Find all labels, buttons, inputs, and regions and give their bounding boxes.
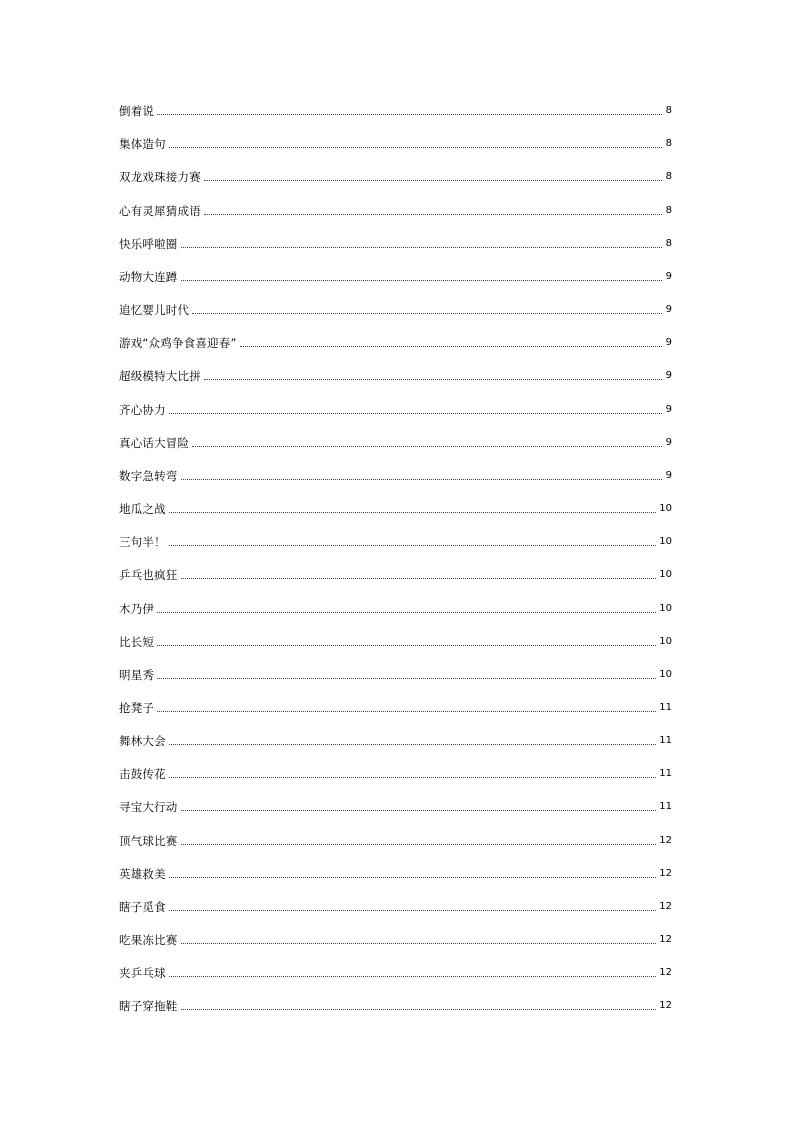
toc-entry[interactable] <box>119 464 672 497</box>
toc-entry-title: 英雄救美 <box>119 866 166 881</box>
toc-entry-page-number: 9 <box>665 304 672 316</box>
toc-entry[interactable] <box>119 663 672 696</box>
toc-entry-page-number: 8 <box>665 171 672 183</box>
toc-entry-page-number: 12 <box>659 867 672 879</box>
toc-entry-title: 明星秀 <box>119 667 155 682</box>
toc-entry-page-number: 10 <box>659 602 672 614</box>
toc-dot-leader <box>181 280 663 281</box>
toc-dot-leader <box>157 678 656 679</box>
toc-entry[interactable] <box>119 795 672 828</box>
toc-entry-title: 动物大连蹲 <box>119 269 178 284</box>
toc-dot-leader <box>192 313 662 314</box>
toc-entry-title: 游戏“众鸡争食喜迎春” <box>119 336 237 351</box>
toc-entry-title: 比长短 <box>119 634 155 649</box>
toc-entry-title: 快乐呼啦圈 <box>119 236 178 251</box>
toc-entry[interactable] <box>119 762 672 795</box>
toc-dot-leader <box>181 1009 657 1010</box>
toc-entry-title: 双龙戏珠接力赛 <box>119 170 201 185</box>
toc-entry-page-number: 12 <box>659 834 672 846</box>
toc-entry[interactable] <box>119 232 672 265</box>
toc-dot-leader <box>169 777 656 778</box>
toc-dot-leader <box>169 147 662 148</box>
toc-entry[interactable] <box>119 99 672 132</box>
toc-entry[interactable] <box>119 397 672 430</box>
toc-dot-leader <box>181 844 657 845</box>
toc-entry-page-number: 9 <box>665 337 672 349</box>
toc-dot-leader <box>157 114 662 115</box>
toc-dot-leader <box>169 512 656 513</box>
toc-entry[interactable] <box>119 961 672 994</box>
toc-entry-page-number: 12 <box>659 967 672 979</box>
toc-dot-leader <box>181 247 663 248</box>
toc-entry[interactable] <box>119 994 672 1027</box>
toc-entry-title: 地瓜之战 <box>119 502 166 517</box>
toc-dot-leader <box>169 545 656 546</box>
toc-dot-leader <box>181 479 663 480</box>
toc-dot-leader <box>157 612 656 613</box>
toc-entry-title: 追忆婴儿时代 <box>119 303 190 318</box>
toc-entry-page-number: 8 <box>665 237 672 249</box>
toc-entry-title: 夹乒乓球 <box>119 966 166 981</box>
toc-dot-leader <box>181 578 657 579</box>
toc-dot-leader <box>169 976 656 977</box>
toc-entry[interactable] <box>119 895 672 928</box>
toc-entry-title: 抢凳子 <box>119 700 155 715</box>
toc-entry-title: 真心话大冒险 <box>119 435 190 450</box>
toc-entry[interactable] <box>119 497 672 530</box>
toc-entry-page-number: 10 <box>659 668 672 680</box>
toc-dot-leader <box>157 711 656 712</box>
toc-entry-title: 瞎子觅食 <box>119 899 166 914</box>
toc-entry[interactable] <box>119 630 672 663</box>
toc-entry-page-number: 12 <box>659 1000 672 1012</box>
toc-entry-page-number: 9 <box>665 403 672 415</box>
toc-dot-leader <box>181 943 657 944</box>
toc-entry[interactable] <box>119 198 672 231</box>
toc-entry-page-number: 9 <box>665 370 672 382</box>
toc-entry-title: 集体造句 <box>119 137 166 152</box>
toc-entry-title: 木乃伊 <box>119 601 155 616</box>
toc-entry[interactable] <box>119 862 672 895</box>
toc-dot-leader <box>169 877 656 878</box>
toc-entry[interactable] <box>119 596 672 629</box>
toc-entry-page-number: 10 <box>659 536 672 548</box>
table-of-contents <box>119 99 672 1027</box>
toc-entry-title: 顶气球比赛 <box>119 833 178 848</box>
toc-entry-title: 寻宝大行动 <box>119 800 178 815</box>
toc-entry[interactable] <box>119 265 672 298</box>
toc-dot-leader <box>169 744 656 745</box>
toc-entry[interactable] <box>119 530 672 563</box>
toc-entry-page-number: 9 <box>665 469 672 481</box>
toc-entry-title: 三句半！ <box>119 535 166 550</box>
toc-dot-leader <box>192 446 662 447</box>
toc-entry[interactable] <box>119 132 672 165</box>
toc-entry[interactable] <box>119 364 672 397</box>
toc-entry-title: 数字急转弯 <box>119 468 178 483</box>
toc-dot-leader <box>204 214 662 215</box>
toc-dot-leader <box>204 180 662 181</box>
toc-dot-leader <box>169 413 662 414</box>
toc-entry-title: 超级模特大比拼 <box>119 369 201 384</box>
toc-entry-page-number: 8 <box>665 204 672 216</box>
toc-entry-title: 乒乓也疯狂 <box>119 568 178 583</box>
toc-entry-page-number: 10 <box>659 569 672 581</box>
toc-dot-leader <box>240 346 662 347</box>
toc-dot-leader <box>157 645 656 646</box>
toc-entry-page-number: 9 <box>665 270 672 282</box>
toc-entry[interactable] <box>119 928 672 961</box>
toc-entry-page-number: 8 <box>665 138 672 150</box>
toc-entry[interactable] <box>119 331 672 364</box>
toc-entry-page-number: 11 <box>659 768 672 780</box>
toc-entry-title: 倒着说 <box>119 104 155 119</box>
toc-entry-page-number: 12 <box>659 934 672 946</box>
toc-entry-page-number: 11 <box>659 801 672 813</box>
toc-entry[interactable] <box>119 729 672 762</box>
toc-entry-page-number: 11 <box>659 735 672 747</box>
toc-entry-page-number: 8 <box>665 105 672 117</box>
toc-entry[interactable] <box>119 828 672 861</box>
toc-dot-leader <box>181 810 657 811</box>
toc-entry[interactable] <box>119 431 672 464</box>
toc-entry-title: 心有灵犀猜成语 <box>119 203 201 218</box>
toc-entry-page-number: 12 <box>659 900 672 912</box>
toc-entry-title: 瞎子穿拖鞋 <box>119 999 178 1014</box>
toc-entry-title: 舞林大会 <box>119 734 166 749</box>
toc-entry-title: 击鼓传花 <box>119 767 166 782</box>
toc-entry[interactable] <box>119 298 672 331</box>
toc-entry-page-number: 9 <box>665 436 672 448</box>
toc-dot-leader <box>204 379 662 380</box>
toc-entry-page-number: 10 <box>659 503 672 515</box>
toc-entry[interactable] <box>119 165 672 198</box>
toc-entry-page-number: 11 <box>659 701 672 713</box>
toc-entry[interactable] <box>119 696 672 729</box>
toc-entry[interactable] <box>119 563 672 596</box>
toc-dot-leader <box>169 910 656 911</box>
toc-entry-title: 吃果冻比赛 <box>119 933 178 948</box>
toc-entry-page-number: 10 <box>659 635 672 647</box>
toc-entry-title: 齐心协力 <box>119 402 166 417</box>
